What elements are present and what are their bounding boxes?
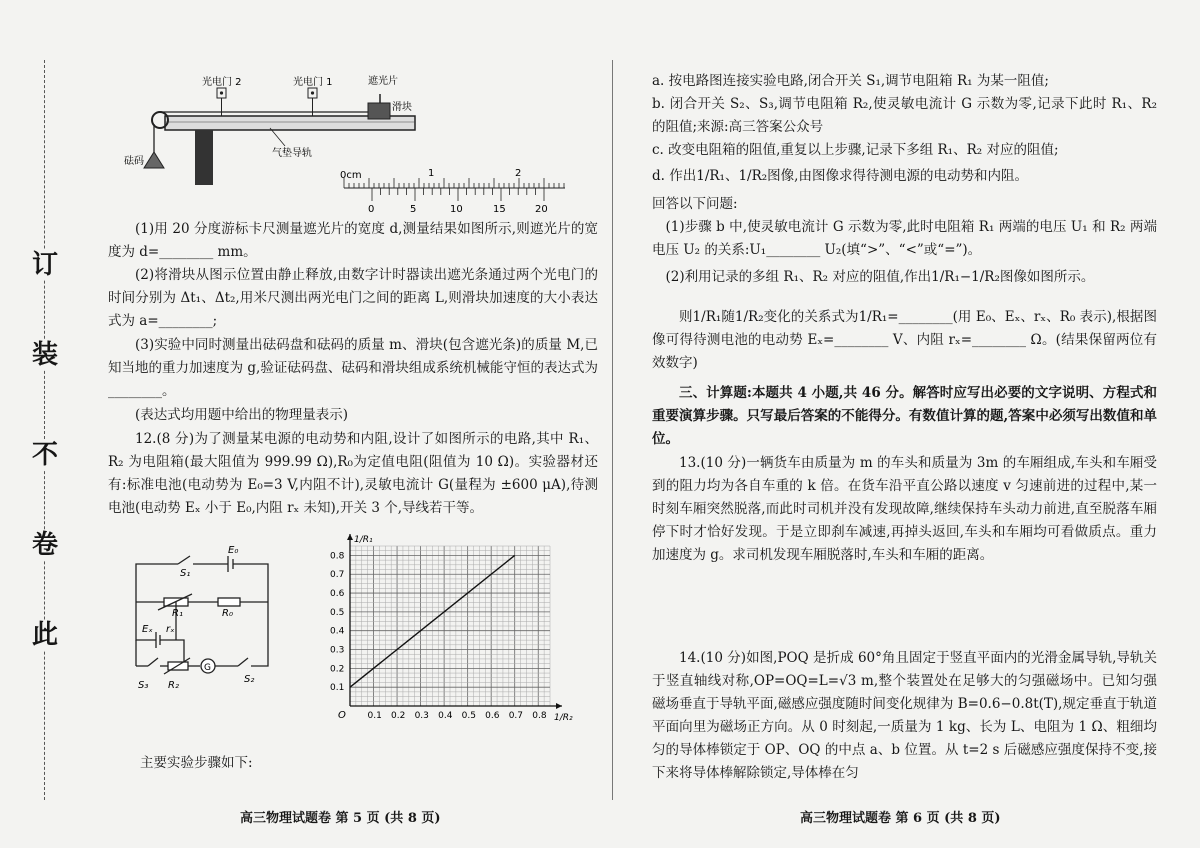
question-12-part-2-answer: 则1/R₁随1/R₂变化的关系式为1/R₁=________(用 E₀、Eₓ、rₓ、R₀ 表示),根据图像可得待测电池的电动势 Eₓ=________ V、内阻 rₓ=________ Ω。(结果保留两位有效数字)	[652, 309, 1157, 371]
question-11-part-1: (1)用 20 分度游标卡尺测量遮光片的宽度 d,测量结果如图所示,则遮光片的宽度为 d=________ mm。	[108, 221, 598, 260]
circuit-label-ex: Eₓ	[142, 624, 153, 635]
circuit-label-s2: S₂	[244, 674, 255, 685]
y-tick-label: 0.4	[330, 626, 345, 637]
right-page	[640, 0, 1160, 848]
gate1-label: 光电门 1	[293, 77, 333, 88]
binding-line	[44, 60, 46, 800]
binding-char: 订	[31, 250, 58, 280]
y-axis-arrow	[347, 534, 353, 540]
circuit-label-r1: R₁	[172, 608, 183, 619]
footer-page-5: 高三物理试题卷 第 5 页 (共 8 页)	[240, 811, 441, 826]
left-page	[100, 0, 600, 848]
y-tick-label: 0.7	[330, 570, 345, 581]
binding-char: 装	[31, 340, 58, 370]
graph-1-over-r1-vs-1-over-r2	[328, 535, 573, 726]
steps-title: 主要实验步骤如下:	[140, 755, 253, 771]
question-12-stem: 12.(8 分)为了测量某电源的电动势和内阻,设计了如图所示的电路,其中 R₁、R₂ 为电阻箱(最大阻值为 999.99 Ω),R₀为定值电阻(阻值为 10 Ω)。实验器材还有:标准电池(电动势为 E₀=3 V,内阻不计),灵敏电流计 G(量程为 ±600 μA),待测电池(电动势 Eₓ 小于 E₀,内阻 rₓ 未知),开关 3 个,导线若干等。	[108, 431, 598, 516]
vernier-caliper-diagram	[340, 166, 570, 216]
caliper-unit-label: 0cm	[340, 170, 362, 181]
y-tick-label: 0.1	[330, 683, 345, 694]
x-tick-label: 0.5	[461, 711, 476, 721]
caliper-vernier-label: 15	[493, 204, 506, 215]
y-tick-label: 0.5	[330, 607, 345, 618]
track-label: 气垫导轨	[272, 148, 312, 159]
question-11-part-3: (3)实验中同时测量出砝码盘和砝码的质量 m、滑块(包含遮光条)的质量 M,已知当地的重力加速度为 g,验证砝码盘、砝码和滑块组成系统机械能守恒的表达式为 ________。	[108, 337, 598, 399]
binding-char: 不	[31, 440, 58, 470]
step-c: c. 改变电阻箱的阻值,重复以上步骤,记录下多组 R₁、R₂ 对应的阻值;	[652, 142, 1059, 158]
step-d: d. 作出1/R₁、1/R₂图像,由图像求得待测电源的电动势和内阻。	[652, 168, 1028, 184]
origin-label: O	[338, 710, 346, 721]
caliper-vernier-label: 10	[450, 204, 463, 215]
y-tick-label: 0.3	[330, 645, 345, 656]
y-tick-label: 0.6	[330, 589, 345, 600]
y-tick-label: 0.8	[330, 551, 345, 562]
x-tick-label: 0.8	[532, 711, 547, 721]
answer-intro: 回答以下问题:	[652, 196, 738, 212]
binding-char: 此	[31, 620, 58, 650]
question-14: 14.(10 分)如图,POQ 是折成 60°角且固定于竖直平面内的光滑金属导轨,导轨关于竖直轴线对称,OP=OQ=L=√3 m,整个装置处在足够大的匀强磁场中。已知匀强磁场垂直于导轨平面,磁感应强度随时间变化规律为 B=0.6−0.8t(T),规定垂直于轨道平面向里为磁场正方向。从 0 时刻起,一质量为 1 kg、长为 L、电阻为 1 Ω、粗细均匀的导体棒锁定于 OP、OQ 的中点 a、b 位置。从 t=2 s 后磁感应强度保持不变,接下来将导体棒解除锁定,导体棒在匀	[652, 650, 1157, 781]
footer-page-6: 高三物理试题卷 第 6 页 (共 8 页)	[800, 811, 1001, 826]
slider-label: 滑块	[392, 102, 412, 113]
x-tick-label: 0.1	[367, 711, 382, 721]
x-tick-label: 0.7	[508, 711, 524, 721]
y-axis-label: 1/R₁	[354, 535, 373, 545]
x-axis-label: 1/R₂	[554, 713, 573, 723]
caliper-vernier-label: 0	[368, 204, 375, 215]
caliper-main-tick-label: 1	[428, 168, 435, 179]
y-tick-label: 0.2	[330, 664, 345, 675]
circuit-label-rx: rₓ	[166, 624, 175, 635]
binding-char: 卷	[31, 530, 58, 560]
caliper-vernier-label: 5	[410, 204, 417, 215]
x-tick-label: 0.4	[438, 711, 453, 721]
page-divider	[612, 60, 613, 800]
x-tick-label: 0.2	[391, 711, 406, 721]
question-13: 13.(10 分)一辆货车由质量为 m 的车头和质量为 3m 的车厢组成,车头和车厢受到的阻力均为各自车重的 k 倍。在货车沿平直公路以速度 v 匀速前进的过程中,某一时刻车厢突然脱落,而此时司机并没有发现故障,继续保持车头动力前进,直至脱落车厢停下时才恰好发现。于是立即刹车减速,再掉头返回,车头和车厢均可看做质点。重力加速度为 g。求司机发现车厢脱落时,车头和车厢的距离。	[652, 455, 1157, 563]
circuit-label-s3: S₃	[138, 680, 149, 691]
question-11-part-2: (2)将滑块从图示位置由静止释放,由数字计时器读出遮光条通过两个光电门的时间分别为 Δt₁、Δt₂,用米尺测出两光电门之间的距离 L,则滑块加速度的大小表达式为 a=________;	[108, 267, 598, 329]
caliper-vernier-label: 20	[535, 204, 548, 215]
x-tick-label: 0.6	[485, 711, 500, 721]
step-b: b. 闭合开关 S₂、S₃,调节电阻箱 R₂,使灵敏电流计 G 示数为零,记录下此时 R₁、R₂ 的阻值;来源:高三答案公众号	[652, 96, 1157, 135]
gate2-label: 光电门 2	[202, 77, 242, 88]
question-11-note: (表达式均用题中给出的物理量表示)	[135, 407, 349, 423]
caliper-main-tick-label: 2	[515, 168, 522, 179]
shade-label: 遮光片	[368, 76, 398, 87]
question-12-part-1: (1)步骤 b 中,使灵敏电流计 G 示数为零,此时电阻箱 R₁ 两端的电压 U₁ 和 R₂ 两端电压 U₂ 的关系:U₁________ U₂(填“>”、“<”或“=”)。	[652, 219, 1157, 258]
weights-label: 砝码	[124, 156, 144, 167]
circuit-diagram	[128, 544, 288, 704]
x-tick-label: 0.3	[414, 711, 429, 721]
question-12-part-2: (2)利用记录的多组 R₁、R₂ 对应的阻值,作出1/R₁−1/R₂图像如图所示。	[665, 269, 1095, 285]
galvanometer-label: G	[204, 663, 211, 673]
circuit-label-r0: R₀	[222, 608, 233, 619]
section-3-instructions: 三、计算题:本题共 4 小题,共 46 分。解答时应写出必要的文字说明、方程式和重要演算步骤。只写最后答案的不能得分。有数值计算的题,答案中必须写出数值和单位。	[652, 385, 1157, 447]
circuit-label-r2: R₂	[168, 680, 179, 691]
circuit-label-e0: E₀	[228, 545, 239, 556]
circuit-label-s1: S₁	[180, 568, 191, 579]
step-a: a. 按电路图连接实验电路,闭合开关 S₁,调节电阻箱 R₁ 为某一阻值;	[652, 73, 1049, 89]
binding-margin	[0, 0, 70, 848]
x-axis-arrow	[556, 703, 562, 709]
